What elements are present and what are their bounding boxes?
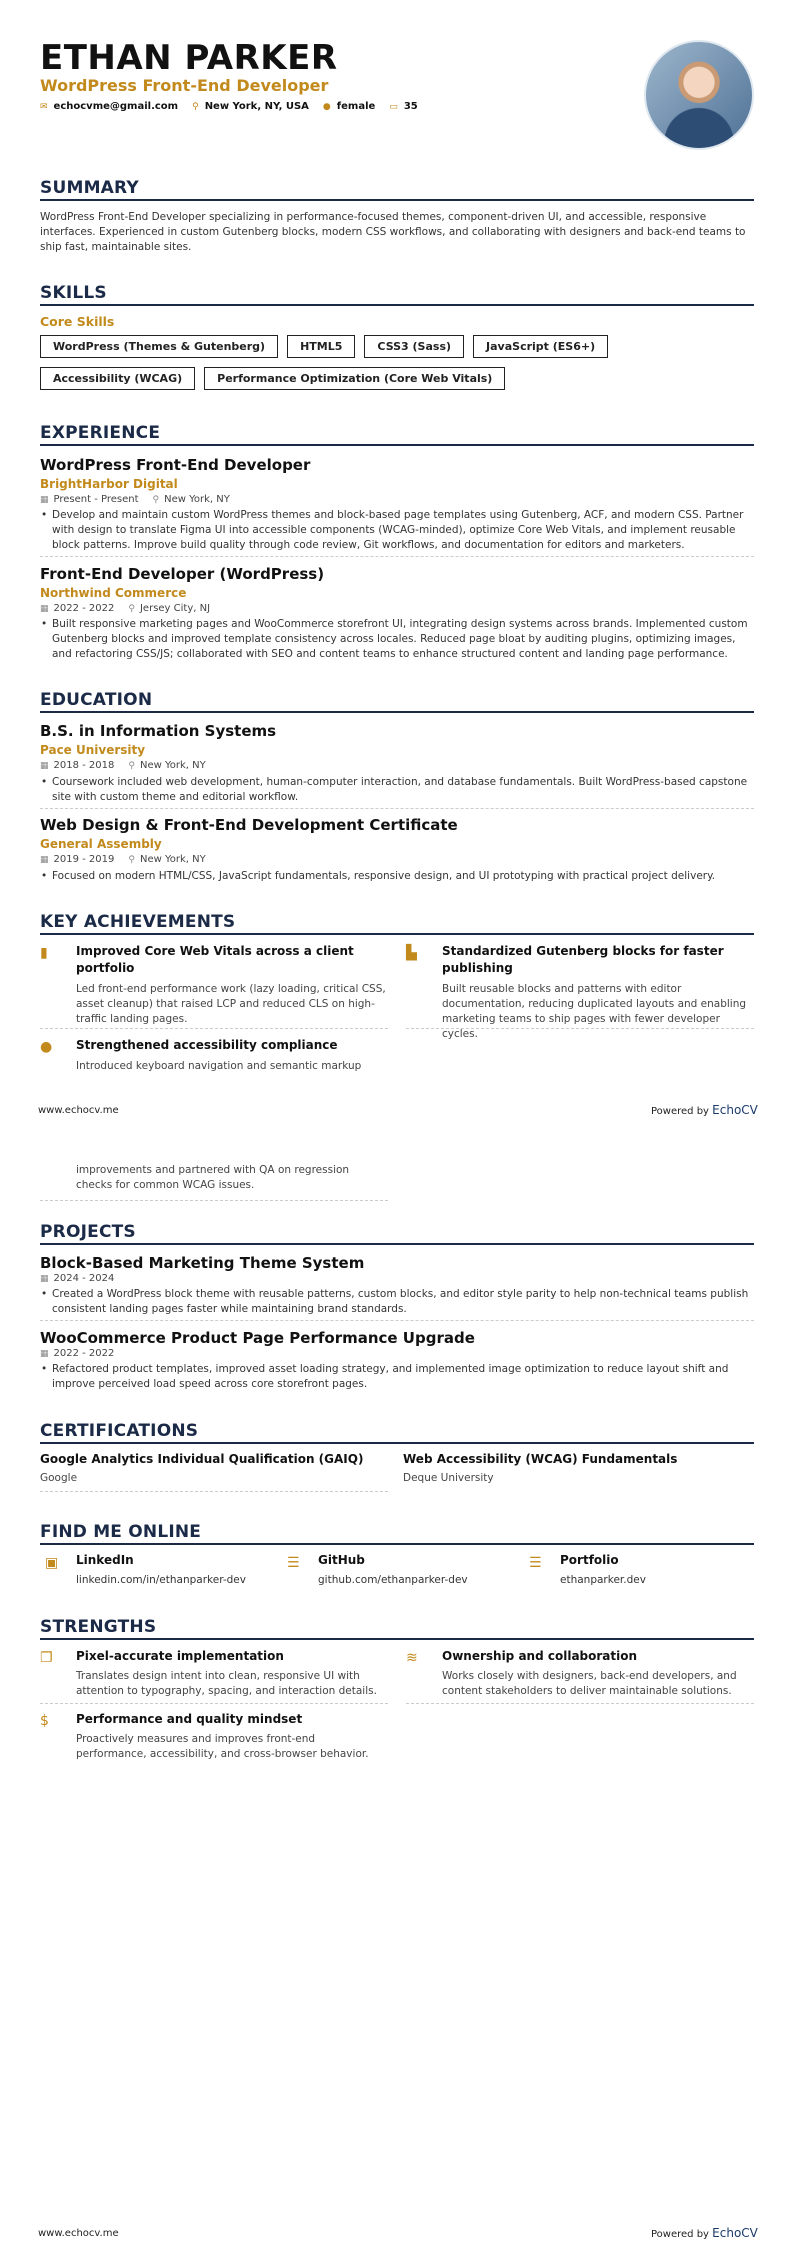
certification-item bbox=[403, 1452, 753, 1492]
candidate-role: WordPress Front-End Developer bbox=[40, 76, 329, 95]
bookmark-icon: ▣ bbox=[45, 1555, 59, 1571]
skill-chip: CSS3 (Sass) bbox=[364, 335, 464, 358]
achievement-desc: Introduced keyboard navigation and semantic markup bbox=[76, 1060, 362, 1072]
project-title: Block-Based Marketing Theme System bbox=[40, 1254, 365, 1272]
skills-heading: SKILLS bbox=[40, 283, 754, 306]
gender-text: female bbox=[336, 101, 376, 112]
powered-label: Powered by bbox=[651, 1106, 709, 1117]
strength-item bbox=[40, 1648, 388, 1704]
strength-title: Ownership and collaboration bbox=[442, 1649, 638, 1663]
project-meta bbox=[40, 1348, 114, 1359]
certifications-heading: CERTIFICATIONS bbox=[40, 1421, 754, 1444]
job-dates: Present - Present bbox=[53, 494, 139, 505]
job-title: WordPress Front-End Developer bbox=[40, 456, 311, 474]
link-url[interactable]: ethanparker.dev bbox=[560, 1574, 646, 1586]
edu-bullet: • Focused on modern HTML/CSS, JavaScript fundamentals, responsive design, and UI prototyping with practical project delivery. bbox=[40, 869, 754, 884]
school-name: Pace University bbox=[40, 743, 146, 757]
project-dates: 2024 - 2024 bbox=[53, 1273, 115, 1284]
email-icon: ✉ bbox=[40, 101, 48, 112]
certification-item bbox=[40, 1452, 388, 1492]
education-heading: EDUCATION bbox=[40, 690, 754, 713]
certification-name: Google Analytics Individual Qualification (GAIQ) bbox=[40, 1452, 364, 1466]
job-meta bbox=[40, 603, 210, 614]
calendar-icon: ▦ bbox=[40, 854, 49, 865]
document-icon: ▙ bbox=[406, 945, 417, 961]
strength-desc: Proactively measures and improves front-end performance, accessibility, and cross-browser behavior. bbox=[76, 1733, 369, 1760]
candidate-name: ETHAN PARKER bbox=[40, 38, 338, 78]
calendar-icon: ▦ bbox=[40, 603, 49, 614]
degree-title: B.S. in Information Systems bbox=[40, 722, 277, 740]
skill-chip: WordPress (Themes & Gutenberg) bbox=[40, 335, 278, 358]
online-link-item[interactable] bbox=[524, 1553, 754, 1593]
job-location: New York, NY bbox=[164, 494, 230, 505]
footer-site[interactable]: www.echocv.me bbox=[38, 2228, 119, 2239]
age-text: 35 bbox=[403, 101, 418, 112]
coin-icon: ● bbox=[40, 1039, 53, 1055]
edu-location: New York, NY bbox=[139, 854, 206, 865]
summary-text: WordPress Front-End Developer specializing in performance-focused themes, component-driven UI, and accessible, responsive interfaces. Experienced in custom Gutenberg blocks, modern CSS workflows, and collaborating with designers and back-end teams to ship fast, maintainable sites. bbox=[40, 211, 746, 253]
footer-powered bbox=[651, 1103, 758, 1117]
project-bullet: • Created a WordPress block theme with reusable patterns, custom blocks, and editor style parity to help non-technical teams publish consistent landing pages faster while maintaining brand standards. bbox=[40, 1287, 754, 1317]
achievement-item bbox=[40, 1037, 388, 1077]
online-heading: FIND ME ONLINE bbox=[40, 1522, 754, 1545]
strength-desc: Translates design intent into clean, responsive UI with attention to typography, spacing, and interaction details. bbox=[76, 1670, 377, 1697]
achievement-title: Improved Core Web Vitals across a client portfolio bbox=[76, 944, 354, 975]
edu-location: New York, NY bbox=[139, 760, 206, 771]
calendar-icon: ▦ bbox=[40, 1348, 49, 1359]
link-label: Portfolio bbox=[560, 1553, 619, 1567]
strength-title: Performance and quality mindset bbox=[76, 1712, 303, 1726]
certification-issuer: Deque University bbox=[403, 1472, 494, 1484]
project-dates: 2022 - 2022 bbox=[53, 1348, 115, 1359]
lines-icon: ☰ bbox=[287, 1555, 300, 1571]
calendar-icon: ▦ bbox=[40, 760, 49, 771]
location-text: New York, NY, USA bbox=[204, 101, 309, 112]
achievement-desc: Built reusable blocks and patterns with editor documentation, reducing duplicated layouts and enabling marketing teams to ship pages with fewer developer cycles. bbox=[442, 983, 747, 1040]
job-location: Jersey City, NJ bbox=[139, 603, 211, 614]
lines-icon: ☰ bbox=[529, 1555, 542, 1571]
edu-meta bbox=[40, 854, 206, 865]
edu-dates: 2019 - 2019 bbox=[53, 854, 115, 865]
degree-title: Web Design & Front-End Development Certificate bbox=[40, 816, 458, 834]
location-pin-icon: ⚲ bbox=[192, 101, 199, 112]
job-title: Front-End Developer (WordPress) bbox=[40, 565, 325, 583]
experience-heading: EXPERIENCE bbox=[40, 423, 754, 446]
achievement-desc-continued: improvements and partnered with QA on regression checks for common WCAG issues. bbox=[76, 1164, 350, 1191]
divider bbox=[40, 1320, 754, 1321]
email-text[interactable]: echocvme@gmail.com bbox=[53, 101, 179, 112]
online-link-item[interactable] bbox=[282, 1553, 512, 1593]
job-bullet: • Built responsive marketing pages and WooCommerce storefront UI, integrating design systems across brands. Implemented custom Gutenberg blocks and improved template consistency across locales. Reduced page bloat by auditing plugins, optimizing images, and refactoring CSS/JS; collaborated with SEO and content teams to enhance structured content and landing page performance. bbox=[40, 617, 754, 662]
divider bbox=[40, 1200, 388, 1201]
location-pin-icon: ⚲ bbox=[128, 854, 135, 865]
project-bullet: • Refactored product templates, improved asset loading strategy, and implemented image optimization to reduce layout shift and improve perceived load speed across core storefront pages. bbox=[40, 1362, 754, 1392]
skill-chip: JavaScript (ES6+) bbox=[473, 335, 608, 358]
contact-row bbox=[40, 101, 418, 112]
divider bbox=[40, 808, 754, 809]
edu-dates: 2018 - 2018 bbox=[53, 760, 115, 771]
achievement-item bbox=[40, 943, 388, 1029]
brand-name: EchoCV bbox=[712, 2226, 758, 2240]
powered-label: Powered by bbox=[651, 2229, 709, 2240]
job-dates: 2022 - 2022 bbox=[53, 603, 115, 614]
company-name: BrightHarbor Digital bbox=[40, 477, 178, 491]
footer-powered bbox=[651, 2226, 758, 2240]
skill-chip: Performance Optimization (Core Web Vitals) bbox=[204, 367, 505, 390]
link-label: GitHub bbox=[318, 1553, 365, 1567]
link-url[interactable]: linkedin.com/in/ethanparker-dev bbox=[76, 1574, 246, 1586]
link-label: LinkedIn bbox=[76, 1553, 134, 1567]
company-name: Northwind Commerce bbox=[40, 586, 187, 600]
divider bbox=[40, 556, 754, 557]
link-url[interactable]: github.com/ethanparker-dev bbox=[318, 1574, 468, 1586]
location-pin-icon: ⚲ bbox=[128, 760, 135, 771]
strength-item bbox=[406, 1648, 754, 1704]
profile-photo bbox=[644, 40, 754, 150]
file-dollar-icon: $ bbox=[40, 1713, 49, 1729]
brand-name: EchoCV bbox=[712, 1103, 758, 1117]
footer-site[interactable]: www.echocv.me bbox=[38, 1105, 119, 1116]
calendar-icon: ▭ bbox=[389, 101, 398, 112]
skills-subtitle: Core Skills bbox=[40, 314, 115, 329]
project-meta bbox=[40, 1273, 114, 1284]
job-meta bbox=[40, 494, 230, 505]
copy-icon: ❐ bbox=[40, 1650, 53, 1666]
edu-meta bbox=[40, 760, 206, 771]
achievements-heading: KEY ACHIEVEMENTS bbox=[40, 912, 754, 935]
school-name: General Assembly bbox=[40, 837, 162, 851]
calendar-icon: ▦ bbox=[40, 1273, 49, 1284]
location-pin-icon: ⚲ bbox=[152, 494, 160, 505]
skills-list bbox=[40, 335, 754, 390]
database-icon: ≋ bbox=[406, 1650, 418, 1666]
achievement-title: Standardized Gutenberg blocks for faster publishing bbox=[442, 944, 724, 975]
achievement-title: Strengthened accessibility compliance bbox=[76, 1038, 338, 1052]
skill-chip: Accessibility (WCAG) bbox=[40, 367, 195, 390]
strength-title: Pixel-accurate implementation bbox=[76, 1649, 284, 1663]
location-pin-icon: ⚲ bbox=[128, 603, 135, 614]
job-bullet: • Develop and maintain custom WordPress themes and block-based page templates using Gutenberg, ACF, and modern CSS. Partner with design to translate Figma UI into accessible components (WCAG-minded), optimize Core Web Vitals, and implement reusable block patterns. Improve build quality through code review, Git workflows, and documentation for editors and marketers. bbox=[40, 508, 754, 553]
clipboard-icon: ▮ bbox=[40, 945, 48, 961]
certification-issuer: Google bbox=[40, 1472, 78, 1484]
online-link-item[interactable] bbox=[40, 1553, 270, 1593]
project-title: WooCommerce Product Page Performance Upgrade bbox=[40, 1329, 475, 1347]
certification-name: Web Accessibility (WCAG) Fundamentals bbox=[403, 1452, 678, 1466]
summary-heading: SUMMARY bbox=[40, 178, 754, 201]
strength-desc: Works closely with designers, back-end developers, and content stakeholders to deliver maintainable solutions. bbox=[442, 1670, 737, 1697]
calendar-icon: ▦ bbox=[40, 494, 49, 505]
achievement-desc: Led front-end performance work (lazy loading, critical CSS, asset cleanup) that raised LCP and reduced CLS on high-traffic landing pages. bbox=[76, 983, 386, 1025]
skill-chip: HTML5 bbox=[287, 335, 355, 358]
strength-item bbox=[40, 1711, 388, 1767]
person-icon: ● bbox=[322, 101, 331, 112]
projects-heading: PROJECTS bbox=[40, 1222, 754, 1245]
edu-bullet: • Coursework included web development, human-computer interaction, and database fundamentals. Built WordPress-based capstone site with custom theme and editorial workflow. bbox=[40, 775, 754, 805]
achievement-item bbox=[406, 943, 754, 1040]
strengths-heading: STRENGTHS bbox=[40, 1617, 754, 1640]
